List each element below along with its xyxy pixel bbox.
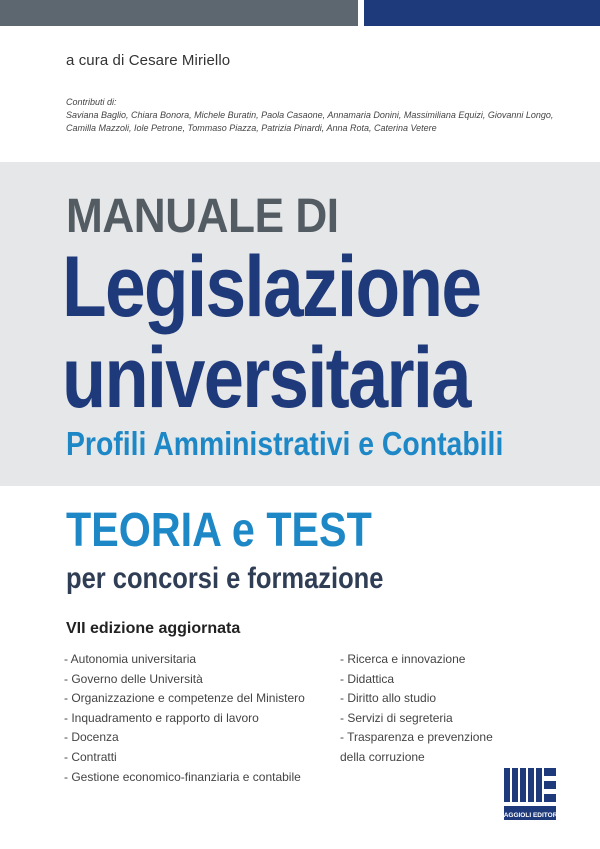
list-item: - Servizi di segreteria: [340, 709, 500, 729]
list-item: - Autonomia universitaria: [64, 650, 305, 670]
subtitle: Profili Amministrativi e Contabili: [66, 425, 504, 462]
pre-title: MANUALE DI: [66, 190, 339, 243]
list-item: - Trasparenza e prevenzione della corruzione: [340, 728, 500, 767]
teoria-test-heading: TEORIA e TEST: [66, 504, 372, 557]
list-item: - Gestione economico-finanziaria e contabile: [64, 768, 305, 788]
list-item: - Contratti: [64, 748, 305, 768]
contributors-block: [66, 96, 566, 135]
top-bar-right: [364, 0, 600, 26]
list-item: - Didattica: [340, 670, 500, 690]
svg-text:MAGGIOLI EDITORE: MAGGIOLI EDITORE: [498, 812, 562, 819]
publisher-logo: [498, 766, 562, 822]
list-item: - Governo delle Università: [64, 670, 305, 690]
topics-list-left: [64, 650, 305, 787]
title-line-1: Legislazione: [62, 239, 481, 335]
maggioli-logo-icon: [498, 766, 562, 822]
contributors-label: Contributi di:: [66, 97, 117, 107]
per-concorsi-heading: per concorsi e formazione: [66, 562, 384, 595]
editor-credit: a cura di Cesare Miriello: [66, 52, 231, 69]
contributors-names: Saviana Baglio, Chiara Bonora, Michele Buratin, Paola Casaone, Annamaria Donini, Massimiliana Equizi, Giovanni Longo, Camilla Mazzoli, Iole Petrone, Tommaso Piazza, Patrizia Pinardi, Anna Rota, Caterina Vetere: [66, 110, 554, 133]
edition-label: VII edizione aggiornata: [66, 620, 241, 637]
list-item: - Organizzazione e competenze del Ministero: [64, 689, 305, 709]
topics-list-right: [340, 650, 500, 768]
list-item: - Diritto allo studio: [340, 689, 500, 709]
list-item: - Docenza: [64, 728, 305, 748]
list-item: - Inquadramento e rapporto di lavoro: [64, 709, 305, 729]
title-line-2: universitaria: [62, 330, 470, 426]
list-item: - Ricerca e innovazione: [340, 650, 500, 670]
top-bar-left: [0, 0, 358, 26]
